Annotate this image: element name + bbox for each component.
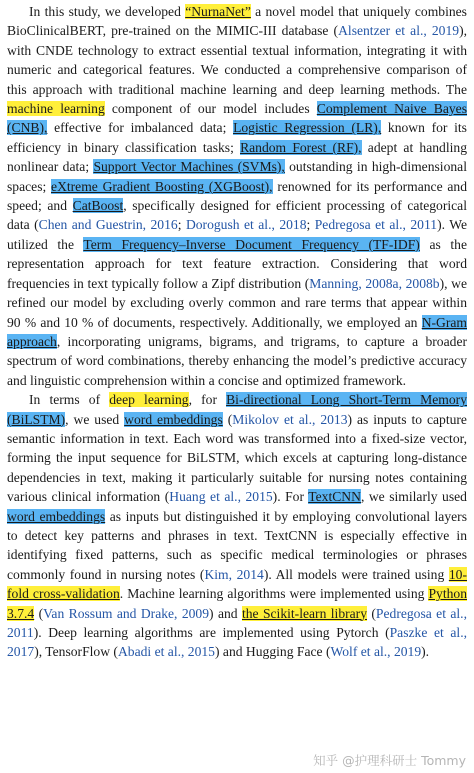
text-run: component of our model includes	[104, 101, 317, 117]
citation-link[interactable]: Wolf et al., 2019	[330, 644, 422, 660]
text-run: ) as inputs to capture semantic information in text. Each word was transformed into a fixed-size vector, forming the input sequence for BiLSTM, which excels at capturing long-distance dependencies in text, making it particularly suitable for nursing notes containing various clinical information (	[7, 411, 467, 505]
paragraph-dl-methods	[7, 390, 467, 662]
citation-link[interactable]: Van Rossum and Drake, 2009	[43, 605, 210, 621]
highlighted-term: machine learning	[7, 101, 105, 117]
highlighted-term: 10-fold cross-validation	[7, 566, 467, 602]
citation-link[interactable]: Pedregosa et al., 2011	[314, 217, 438, 233]
text-run: known for its efficiency in binary classification tasks;	[7, 120, 467, 155]
text-run: renowned for its performance and speed; and	[7, 178, 468, 214]
text-run: , we used	[65, 411, 125, 427]
watermark: 知乎 @护理科研士 Tommy	[313, 753, 466, 768]
citation-link[interactable]: Paszke et al., 2017	[7, 625, 467, 660]
highlighted-term: Support Vector Machines (SVMs),	[93, 159, 285, 175]
text-run: as inputs but distinguished it by employing convolutional layers to detect key patterns and phrases in text. TextCNN is especially effective in identifying fixed patterns, such as specific medical terminologies or phrases commonly found in nursing notes (	[7, 508, 467, 582]
text-run: ).	[421, 644, 430, 660]
highlighted-term: Term Frequency–Inverse Document Frequency (TF-IDF)	[83, 236, 420, 252]
highlighted-term: N-Gram approach	[7, 314, 467, 349]
text-run: , specifically designed for efficient processing of categorical data (	[7, 198, 467, 233]
citation-link[interactable]: Alsentzer et al., 2019	[338, 23, 460, 39]
text-run: ) and Hugging Face (	[214, 644, 331, 660]
highlighted-term: Complement Naive Bayes (CNB),	[7, 101, 468, 136]
text-run: In this study, we developed	[29, 4, 186, 19]
highlighted-term: “NurnaNet”	[185, 4, 251, 19]
citation-link[interactable]: Kim, 2014	[204, 566, 264, 582]
text-run: ). All models were trained using	[263, 566, 449, 582]
highlighted-term: word embeddings	[7, 508, 106, 524]
text-run: ). Deep learning algorithms are implemented using Pytorch (	[33, 625, 390, 640]
highlighted-term: Logistic Regression (LR),	[233, 120, 382, 136]
text-run: outstanding in high-dimensional spaces;	[7, 159, 467, 194]
text-run: . Machine learning algorithms were implemented using	[119, 586, 429, 602]
highlighted-term: deep learning	[109, 392, 189, 408]
text-run: adept at handling nonlinear data;	[7, 139, 467, 175]
highlighted-term: Bi-directional Long Short-Term Memory (BiLSTM)	[7, 392, 467, 427]
citation-link[interactable]: Mikolov et al., 2013	[232, 411, 348, 427]
text-run: , we similarly used	[360, 489, 467, 505]
paragraph-ml-methods	[7, 2, 467, 390]
text-run: ) and	[209, 605, 242, 621]
text-run: ). For	[272, 489, 309, 505]
highlighted-term: word embeddings	[124, 411, 223, 427]
text-run: , incorporating unigrams, bigrams, and trigrams, to capture a broader spectrum of word combinations, thereby enhancing the model’s predictive accuracy and linguistic comprehension within a concise and optimized framework.	[7, 333, 467, 388]
highlighted-term: Random Forest (RF),	[240, 139, 362, 155]
citation-link[interactable]: Chen and Guestrin, 2016	[38, 217, 178, 233]
text-run: effective for imbalanced data;	[47, 120, 234, 136]
text-run: ). We utilized the	[7, 217, 467, 252]
text-run: In terms of	[29, 392, 110, 408]
highlighted-term: TextCNN	[308, 489, 361, 505]
text-run: ;	[306, 217, 315, 233]
text-run: ), TensorFlow (	[34, 644, 118, 660]
text-run: (	[367, 605, 376, 621]
citation-link[interactable]: Dorogush et al., 2018	[185, 217, 307, 233]
text-run: (	[222, 411, 233, 427]
highlighted-term: Python 3.7.4	[7, 586, 467, 621]
citation-link[interactable]: Huang et al., 2015	[169, 489, 273, 505]
citation-link[interactable]: Pedregosa et al., 2011	[7, 605, 467, 640]
text-run: , for	[188, 392, 227, 408]
text-run: ), with CNDE technology to extract essential textual information, integrating it with numeric and categorical features. We conducted a comprehensive comparison of this approach with traditional machine learning and deep learning methods. The	[7, 23, 467, 97]
text-run: ;	[177, 217, 186, 233]
text-run: a novel model that uniquely combines BioClinicalBERT, pre-trained on the MIMIC-III database (	[7, 4, 467, 39]
text-run: ), we refined our model by excluding overly common and rare terms that appear within 90 % and 10 % of documents, respectively. Additionally, we employed an	[7, 275, 467, 330]
text-run: (	[34, 605, 44, 621]
highlighted-term: eXtreme Gradient Boosting (XGBoost),	[51, 178, 273, 194]
highlighted-term: the Scikit-learn library	[241, 605, 367, 621]
citation-link[interactable]: Manning, 2008a, 2008b	[309, 275, 440, 291]
highlighted-term: CatBoost	[72, 198, 124, 214]
citation-link[interactable]: Abadi et al., 2015	[117, 644, 215, 660]
text-run: as the representation approach for text feature extraction. Considering that word frequencies in text typically follow a Zipf distribution (	[7, 236, 467, 291]
